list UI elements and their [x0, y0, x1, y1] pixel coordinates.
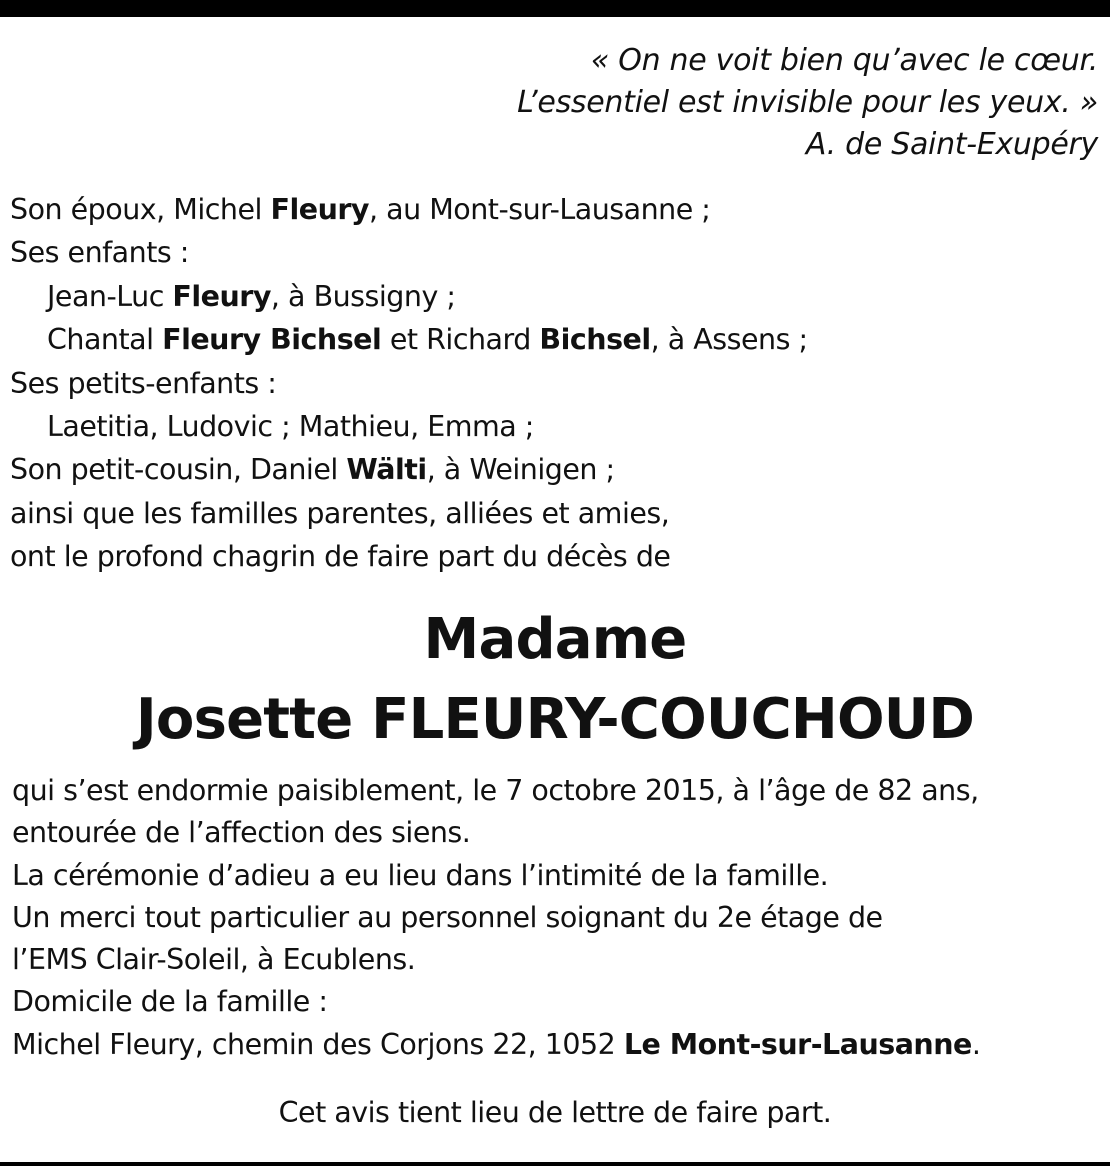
- details-line-5: l’EMS Clair-Soleil, à Ecublens.: [12, 943, 416, 977]
- deceased-name-block: [0, 600, 1110, 760]
- details-line-3: La cérémonie d’adieu a eu lieu dans l’intimité de la famille.: [12, 858, 829, 892]
- grandchildren-heading: Ses petits-enfants :: [10, 366, 277, 400]
- details-line-4: Un merci tout particulier au personnel soignant du 2e étage de: [12, 900, 883, 934]
- spouse-line: Son époux, Michel Fleury, au Mont-sur-Lausanne ;: [10, 193, 711, 226]
- grandchildren-line: Laetitia, Ludovic ; Mathieu, Emma ;: [47, 410, 534, 444]
- bottom-border-rule: [0, 1162, 1110, 1166]
- child-line-2: Chantal Fleury Bichsel et Richard Bichsel, à Assens ;: [47, 323, 808, 357]
- deceased-name: Josette FLEURY-COUCHOUD: [135, 687, 975, 752]
- families-line: ainsi que les familles parentes, alliées et amies,: [10, 496, 670, 530]
- cousin-line: Son petit-cousin, Daniel Wälti, à Weinigen ;: [10, 453, 615, 487]
- children-heading: Ses enfants :: [10, 236, 189, 270]
- announcement-line: ont le profond chagrin de faire part du décès de: [10, 540, 671, 574]
- details-line-1: qui s’est endormie paisiblement, le 7 octobre 2015, à l’âge de 82 ans,: [12, 774, 979, 807]
- details-line-2: entourée de l’affection des siens.: [12, 816, 471, 850]
- family-list: [10, 188, 808, 579]
- quote-author: A. de Saint-Exupéry: [805, 127, 1098, 162]
- details-line-6: Domicile de la famille :: [12, 985, 328, 1019]
- child-line-1: Jean-Luc Fleury, à Bussigny ;: [47, 279, 456, 313]
- details-text: [12, 770, 980, 1066]
- quote-line-2: L’essentiel est invisible pour les yeux. »: [517, 85, 1098, 120]
- epigraph-quote: [517, 40, 1098, 166]
- top-border-rule: [0, 0, 1110, 17]
- family-address: Michel Fleury, chemin des Corjons 22, 1052 Le Mont-sur-Lausanne.: [12, 1027, 981, 1061]
- quote-line-1: « On ne voit bien qu’avec le cœur.: [590, 43, 1098, 78]
- footer-note: Cet avis tient lieu de lettre de faire part.: [278, 1096, 832, 1129]
- deceased-title: Madame: [423, 607, 687, 672]
